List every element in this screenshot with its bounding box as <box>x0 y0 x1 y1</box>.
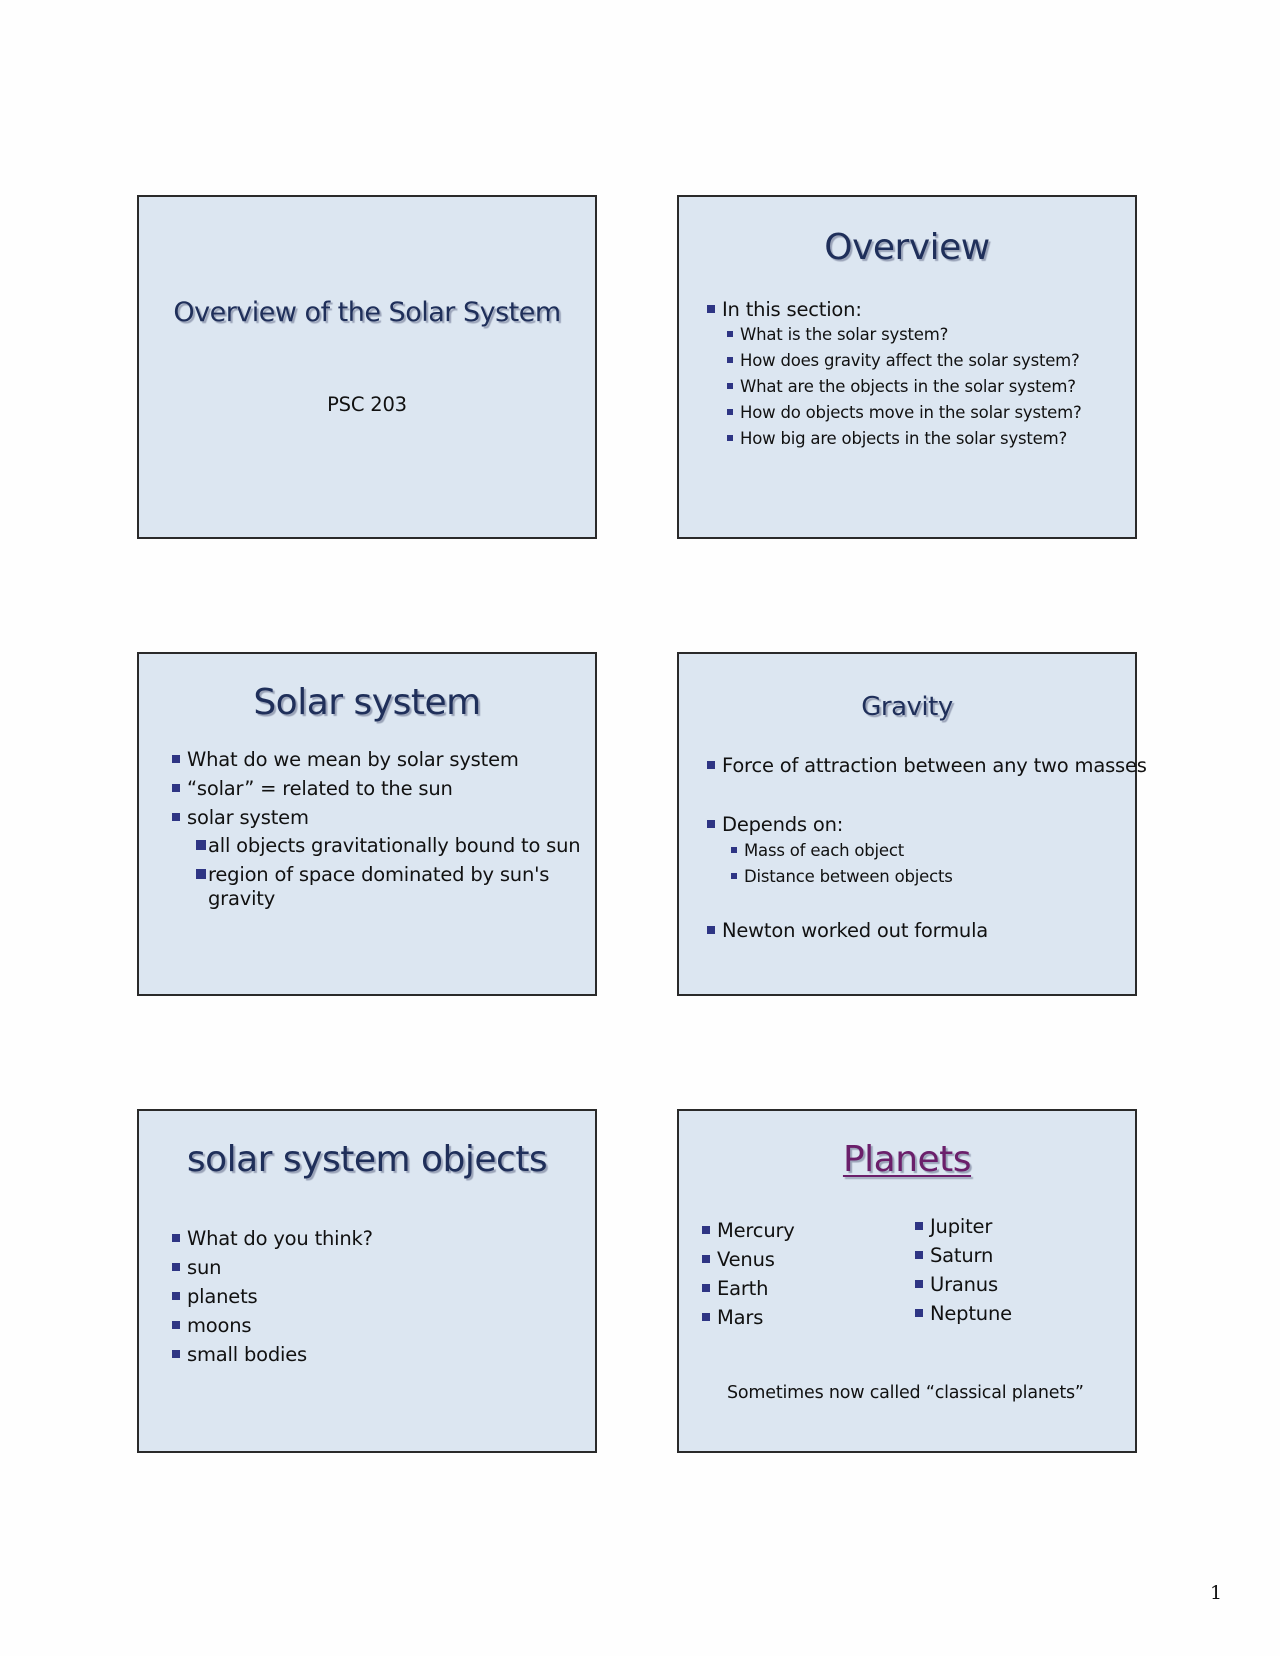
list-item: Mars <box>702 1306 763 1329</box>
list-item: In this section: <box>707 298 862 321</box>
list-item: Saturn <box>915 1244 993 1267</box>
slide-title: Gravity <box>861 692 953 722</box>
list-item: What is the solar system? <box>727 325 948 344</box>
bullet-icon <box>727 331 733 337</box>
bullet-icon <box>727 435 733 441</box>
slide-title: solar system objects <box>186 1139 548 1180</box>
bullet-icon <box>196 869 206 879</box>
slide-title: Overview of the Solar System <box>173 297 561 328</box>
bullet-icon <box>172 755 180 763</box>
slide-title: Solar system <box>253 682 481 723</box>
slide-subtitle: PSC 203 <box>327 393 407 416</box>
bullet-icon <box>172 1263 180 1271</box>
bullet-icon <box>727 383 733 389</box>
bullet-icon <box>702 1313 710 1321</box>
bullet-icon <box>915 1222 923 1230</box>
slide-note: Sometimes now called “classical planets” <box>727 1383 1084 1403</box>
bullet-icon <box>702 1226 710 1234</box>
bullet-icon <box>731 873 737 879</box>
list-item: Mass of each object <box>731 841 904 860</box>
list-item: “solar” = related to the sun <box>172 777 453 800</box>
list-item: Newton worked out formula <box>707 919 988 942</box>
bullet-icon <box>727 409 733 415</box>
bullet-icon <box>915 1280 923 1288</box>
list-item: What do you think? <box>172 1227 373 1250</box>
list-item: small bodies <box>172 1343 307 1366</box>
bullet-icon <box>172 1234 180 1242</box>
list-item: How big are objects in the solar system? <box>727 429 1067 448</box>
list-item: How does gravity affect the solar system? <box>727 351 1080 370</box>
list-item: region of space dominated by sun's <box>196 863 549 886</box>
slide-3-solar-system <box>137 652 597 996</box>
list-item: sun <box>172 1256 221 1279</box>
bullet-icon <box>707 926 715 934</box>
list-item: Neptune <box>915 1302 1012 1325</box>
slide-5-objects <box>137 1109 597 1453</box>
bullet-icon <box>702 1255 710 1263</box>
slide-title: Overview <box>824 227 990 268</box>
list-item: What are the objects in the solar system? <box>727 377 1076 396</box>
bullet-icon <box>172 1350 180 1358</box>
bullet-icon <box>707 761 715 769</box>
slide-4-gravity <box>677 652 1147 996</box>
bullet-icon <box>172 1321 180 1329</box>
list-item: Jupiter <box>915 1215 992 1238</box>
list-item: planets <box>172 1285 258 1308</box>
bullet-icon <box>707 305 715 313</box>
page-number: 1 <box>1210 1582 1223 1604</box>
list-item: Earth <box>702 1277 768 1300</box>
bullet-icon <box>707 820 715 828</box>
list-item: What do we mean by solar system <box>172 748 519 771</box>
list-item: Distance between objects <box>731 867 953 886</box>
bullet-icon <box>702 1284 710 1292</box>
list-item: Uranus <box>915 1273 998 1296</box>
slide-title-link[interactable]: Planets <box>842 1139 972 1180</box>
bullet-icon <box>172 784 180 792</box>
bullet-icon <box>915 1251 923 1259</box>
bullet-icon <box>731 847 737 853</box>
bullet-icon <box>196 840 206 850</box>
slide-1-title <box>137 195 597 539</box>
list-item: Mercury <box>702 1219 795 1242</box>
bullet-icon <box>727 357 733 363</box>
list-item: all objects gravitationally bound to sun <box>196 834 580 857</box>
list-item: Force of attraction between any two masses <box>707 754 1147 777</box>
list-item: moons <box>172 1314 251 1337</box>
list-item: Venus <box>702 1248 775 1271</box>
slide-2-overview <box>677 195 1137 539</box>
list-item: How do objects move in the solar system? <box>727 403 1082 422</box>
list-item-continuation: gravity <box>208 887 276 910</box>
list-item: Depends on: <box>707 813 843 836</box>
bullet-icon <box>915 1309 923 1317</box>
bullet-icon <box>172 1292 180 1300</box>
list-item: solar system <box>172 806 309 829</box>
slide-6-planets <box>677 1109 1137 1453</box>
bullet-icon <box>172 813 180 821</box>
